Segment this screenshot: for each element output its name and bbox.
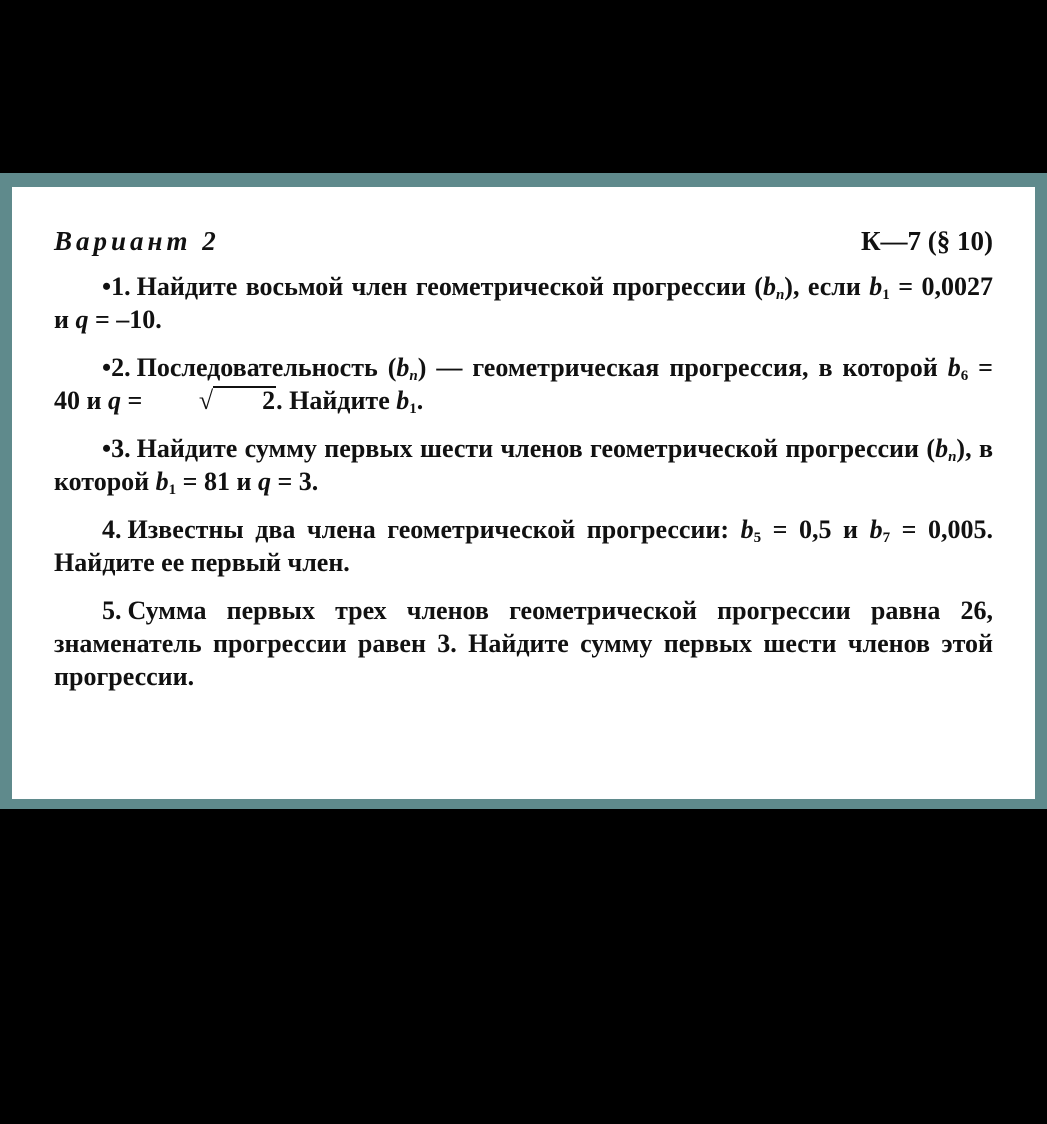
problem-text: Сумма первых трех членов геометрической прогрессии равна 26, знаменатель прогрессии равен 3. Найдите сумму первых шести членов этой прогрессии.	[54, 596, 993, 691]
problem-text: ) — геометрическая прогрессия, в которой	[417, 353, 948, 382]
math-var: q	[107, 386, 121, 415]
problem-text: =	[120, 386, 149, 415]
math-sub: 1	[882, 287, 890, 303]
math-var: b	[935, 434, 949, 463]
math-var: b	[740, 515, 754, 544]
document-frame	[0, 173, 1047, 809]
sqrt-sign: √	[198, 386, 214, 415]
test-code: К—7 (§ 10)	[860, 226, 993, 256]
sqrt-expression	[149, 384, 276, 417]
math-var: b	[396, 386, 410, 415]
math-var: b	[396, 353, 410, 382]
problem-text: Найдите сумму первых шести членов геометрической прогрессии (	[136, 434, 936, 463]
problem-text: ), в которой	[54, 434, 993, 496]
problem-4	[54, 513, 993, 579]
math-sub: 5	[753, 530, 762, 546]
problem-text: ), если	[784, 272, 870, 301]
problem-5	[54, 594, 993, 693]
problem-text: = 0,0027 и	[54, 272, 993, 334]
problem-text: = 3.	[270, 467, 319, 496]
problem-text: Найдите восьмой член геометрической прогрессии (	[136, 272, 763, 301]
sqrt-radicand: 2	[213, 386, 276, 414]
problem-number: •1.	[102, 272, 131, 301]
problem-number: 4.	[102, 515, 122, 544]
problem-text: Известны два члена геометрической прогрессии:	[127, 515, 741, 544]
math-sub: 1	[409, 401, 417, 417]
document-page	[12, 187, 1035, 799]
problem-text: = 0,005. Найдите ее первый член.	[54, 515, 993, 577]
variant-title: Вариант 2	[54, 226, 220, 256]
math-var: q	[257, 467, 271, 496]
math-sub: n	[775, 287, 785, 303]
problem-1	[54, 270, 993, 336]
problem-number: •3.	[102, 434, 131, 463]
math-var: b	[762, 272, 776, 301]
problem-text: = 81 и	[176, 467, 258, 496]
problem-text: . Найдите	[276, 386, 397, 415]
math-sub: 6	[960, 368, 969, 384]
problem-number: 5.	[102, 596, 122, 625]
header	[54, 225, 993, 258]
math-sub: n	[948, 449, 957, 465]
math-var: b	[155, 467, 169, 496]
problem-text: = –10.	[88, 305, 162, 334]
math-var: b	[869, 272, 883, 301]
math-sub: n	[409, 368, 418, 384]
problem-text: = 40 и	[54, 353, 993, 415]
math-var: q	[75, 305, 89, 334]
problem-number: •2.	[102, 353, 131, 382]
problem-text: .	[416, 386, 424, 415]
math-var: b	[869, 515, 883, 544]
problem-3	[54, 432, 993, 498]
math-sub: 7	[882, 530, 891, 546]
problem-text: = 0,5 и	[761, 515, 870, 544]
math-sub: 1	[168, 482, 177, 498]
problem-2	[54, 351, 993, 417]
math-var: b	[947, 353, 961, 382]
problem-text: Последовательность (	[136, 353, 397, 382]
